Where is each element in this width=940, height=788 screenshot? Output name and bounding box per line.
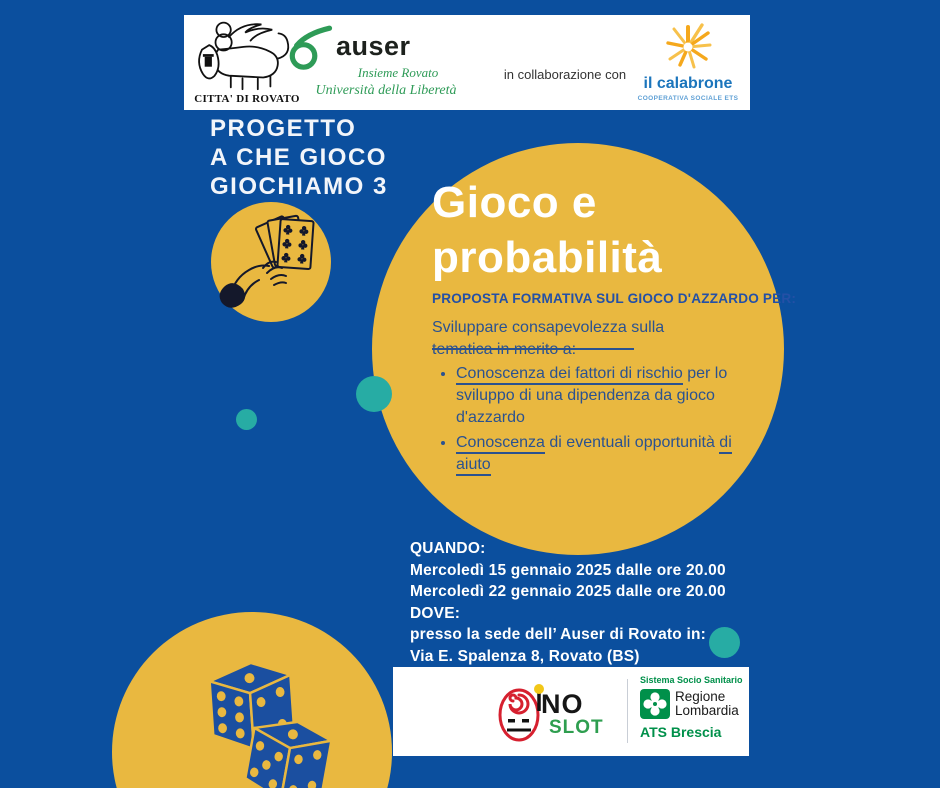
main-content-circle [372,143,797,555]
underline-rule [432,348,634,350]
regione-lombardia-logo [640,675,744,740]
bullet-2-rest: di eventuali opportunità [544,434,720,451]
bullet-list [440,363,750,479]
bullet-2-underlined: Conoscenza [456,434,545,454]
hand-with-cards-icon [211,202,331,322]
ats-brescia-text: ATS Brescia [640,724,722,740]
project-line-3: GIOCHIAMO 3 [210,173,388,200]
starburst-icon [658,19,718,75]
bullet-item-1 [456,363,750,429]
bullet-1-rest: per lo sviluppo di una dipendenza da gioco d'azzardo [456,365,728,426]
noslot-slot-text: SLOT [549,717,604,738]
project-title [210,114,388,201]
bullet-2-underlined-2: di aiuto [456,434,732,476]
footer-logos-box [393,667,749,756]
dice-badge [112,612,392,788]
where-label: DOVE: [410,604,461,622]
main-title-line-1: Gioco e [432,178,597,227]
bullet-item-2 [456,432,750,476]
regione-name-line-2: Lombardia [675,703,739,718]
kicker-text: PROPOSTA FORMATIVA SUL GIOCO D'AZZARDO PER: [432,290,797,306]
auser-name: auser [336,31,411,61]
intro-text [432,317,692,361]
main-title [432,175,662,285]
date-1: Mercoledì 15 gennaio 2025 dalle ore 20.00 [410,561,726,579]
noslot-no-text: NO [541,689,584,719]
project-line-2: A CHE GIOCO [210,144,387,171]
main-title-line-2: probabilità [432,233,663,282]
rovato-caption: CITTA' DI ROVATO [194,93,300,105]
teal-dot-small [236,409,257,430]
playing-cards-badge [211,202,331,322]
footer-divider [627,679,628,743]
collaboration-text: in collaborazione con [503,67,627,82]
where-line-2: Via E. Spalenza 8, Rovato (BS) [410,647,640,665]
regione-name-line-1: Regione [675,689,726,704]
intro-line-2 [432,339,692,361]
schedule-block [410,538,726,667]
rosa-camuna-icon [640,689,670,719]
when-label: QUANDO: [410,540,486,557]
project-line-1: PROGETTO [210,115,357,142]
regione-name [675,690,739,718]
auser-tagline-1: Insieme Rovato [357,65,439,80]
sistema-socio-sanitario-text: Sistema Socio Sanitario [640,675,743,685]
auser-tagline-2: Università della Liberetà [315,83,457,98]
date-2: Mercoledì 22 gennaio 2025 dalle ore 20.00 [410,583,726,600]
partner-logos-banner [184,15,750,110]
calabrone-logo [632,17,744,109]
bullet-1-underlined: Conoscenza dei fattori di rischio [456,365,683,385]
teal-dot-large [356,376,392,412]
where-line-1: presso la sede dell’ Auser di Rovato in: [410,626,706,643]
dice-icon [167,647,367,788]
intro-line-1: Sviluppare consapevolezza sulla [432,319,665,336]
noslot-logo [493,681,618,745]
auser-logo [280,21,490,107]
calabrone-subtitle: COOPERATIVA SOCIALE ETS [637,95,739,102]
calabrone-name: il calabrone [643,75,733,92]
